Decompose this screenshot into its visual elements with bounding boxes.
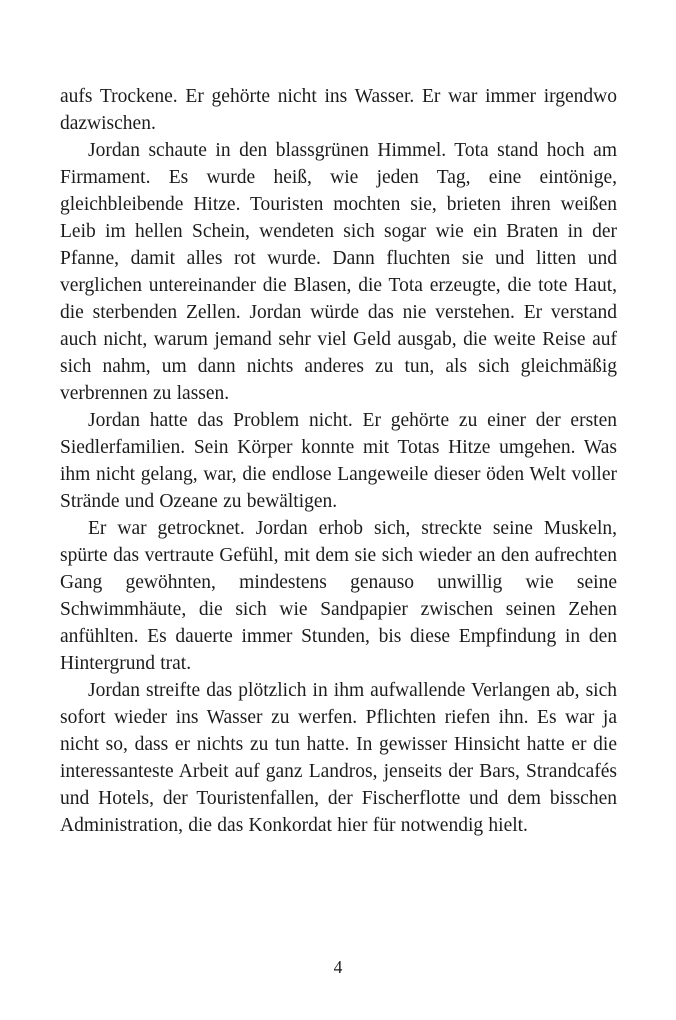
paragraph: Jordan streifte das plötzlich in ihm aufwallende Verlangen ab, sich sofort wieder ins Wasser zu werfen. Pflichten riefen ihn. Es war ja nicht so, dass er nichts zu tun hatte. In gewisser Hinsicht hatte er die interessanteste Arbeit auf ganz Landros, jenseits der Bars, Strandcafés und Hotels, der Touristenfallen, der Fischerflotte und dem bisschen Administration, die das Konkordat hier für notwendig hielt. (60, 680, 617, 836)
paragraph: Er war getrocknet. Jordan erhob sich, streckte seine Muskeln, spürte das vertraute Gefühl, mit dem sie sich wieder an den aufrechten Gang gewöhnten, mindestens genauso unwillig wie seine Schwimmhäute, die sich wie Sandpapier zwischen seinen Zehen anfühlten. Es dauerte immer Stunden, bis diese Empfindung in den Hintergrund trat. (60, 518, 617, 674)
paragraph: Jordan schaute in den blassgrünen Himmel. Tota stand hoch am Firmament. Es wurde heiß, wie jeden Tag, eine eintönige, gleichbleibende Hitze. Touristen mochten sie, brieten ihren weißen Leib im hellen Schein, wendeten sich sogar wie ein Braten in der Pfanne, damit alles rot wurde. Dann fluchten sie und litten und verglichen untereinander die Blasen, die Tota erzeugte, die tote Haut, die sterbenden Zellen. Jordan würde das nie verstehen. Er verstand auch nicht, warum jemand sehr viel Geld ausgab, die weite Reise auf sich nahm, um dann nichts anderes zu tun, als sich gleichmäßig verbrennen zu lassen. (60, 140, 617, 404)
paragraph-continuation: aufs Trockene. Er gehörte nicht ins Wasser. Er war immer irgendwo dazwischen. (60, 86, 617, 134)
paragraph: Jordan hatte das Problem nicht. Er gehörte zu einer der ersten Siedlerfamilien. Sein Körper konnte mit Totas Hitze umgehen. Was ihm nicht gelang, war, die endlose Langeweile dieser öden Welt voller Strände und Ozeane zu bewältigen. (60, 410, 617, 512)
body-text (60, 83, 617, 839)
page-number: 4 (333, 957, 343, 977)
